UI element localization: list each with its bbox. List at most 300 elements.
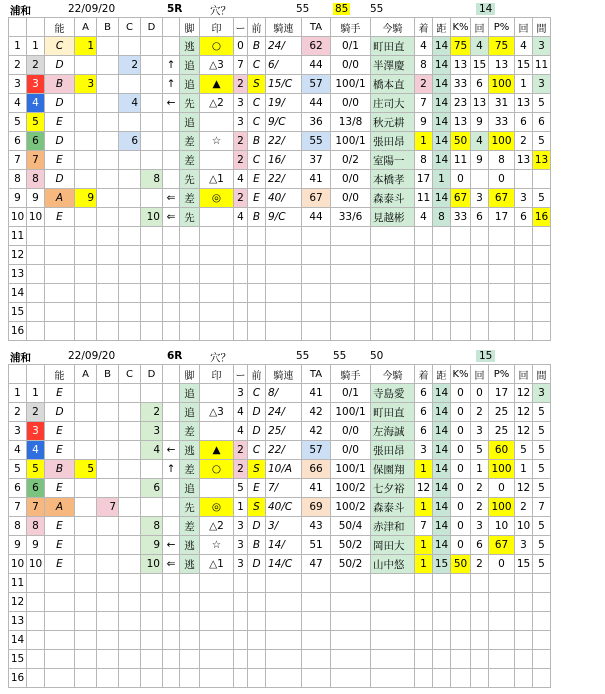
finish-cell: 4 bbox=[415, 208, 433, 227]
horse-number-cell: 6 bbox=[27, 479, 45, 498]
empty-cell bbox=[451, 574, 471, 593]
empty-cell bbox=[415, 303, 433, 322]
zero-cell: 3 bbox=[234, 113, 248, 132]
empty-cell bbox=[97, 303, 119, 322]
empty-cell bbox=[515, 227, 533, 246]
jockey-stats-cell: 50/2 bbox=[331, 536, 371, 555]
mark-cell bbox=[200, 151, 234, 170]
interval-cell: 3 bbox=[533, 75, 551, 94]
empty-row bbox=[9, 322, 551, 341]
empty-cell bbox=[75, 669, 97, 688]
interval-cell: 7 bbox=[533, 498, 551, 517]
distance-cell: 14 bbox=[433, 94, 451, 113]
k-pct-cell: 0 bbox=[451, 384, 471, 403]
mark-cell: △1 bbox=[200, 170, 234, 189]
empty-cell bbox=[163, 574, 180, 593]
prev-cell: C bbox=[248, 441, 266, 460]
finish-cell: 11 bbox=[415, 189, 433, 208]
empty-cell bbox=[75, 593, 97, 612]
empty-cell bbox=[515, 574, 533, 593]
distance-cell: 8 bbox=[433, 208, 451, 227]
col-c-cell bbox=[119, 151, 141, 170]
mark-cell: ☆ bbox=[200, 132, 234, 151]
p-pct-cell: 25 bbox=[489, 403, 515, 422]
ta-cell: 57 bbox=[302, 75, 331, 94]
col-header-horse-number bbox=[27, 365, 45, 384]
empty-cell bbox=[533, 265, 551, 284]
style-cell: 差 bbox=[180, 132, 200, 151]
p-count-cell bbox=[515, 170, 533, 189]
empty-cell bbox=[163, 593, 180, 612]
jockey-combo-cell: 40/ bbox=[266, 189, 302, 208]
ta-cell: 55 bbox=[302, 132, 331, 151]
k-pct-cell: 67 bbox=[451, 189, 471, 208]
post-number-cell: 4 bbox=[9, 94, 27, 113]
p-count-cell: 6 bbox=[515, 208, 533, 227]
empty-cell bbox=[97, 246, 119, 265]
col-b-cell bbox=[97, 170, 119, 189]
empty-cell bbox=[451, 669, 471, 688]
jockey-stats-cell: 100/2 bbox=[331, 479, 371, 498]
hole-label: 穴？ bbox=[210, 352, 231, 364]
current-jockey-cell: 森泰斗 bbox=[371, 498, 415, 517]
empty-cell bbox=[97, 593, 119, 612]
ta-cell: 44 bbox=[302, 208, 331, 227]
empty-cell bbox=[45, 650, 75, 669]
col-b-cell bbox=[97, 37, 119, 56]
empty-cell bbox=[471, 322, 489, 341]
col-b-cell bbox=[97, 56, 119, 75]
col-header-zero: ー bbox=[234, 365, 248, 384]
horse-number-cell: 4 bbox=[27, 441, 45, 460]
mark-cell bbox=[200, 113, 234, 132]
style-cell: 先 bbox=[180, 208, 200, 227]
current-jockey-cell: 寺島愛 bbox=[371, 384, 415, 403]
current-jockey-cell: 張田昂 bbox=[371, 132, 415, 151]
row-number-cell: 11 bbox=[9, 227, 27, 246]
col-a-cell bbox=[75, 555, 97, 574]
p-pct-cell: 17 bbox=[489, 208, 515, 227]
col-header-jockey-combo: 騎連 bbox=[266, 365, 302, 384]
col-b-cell bbox=[97, 422, 119, 441]
col-header-jockey-combo: 騎連 bbox=[266, 18, 302, 37]
empty-cell bbox=[248, 631, 266, 650]
row-number-cell: 16 bbox=[9, 669, 27, 688]
empty-cell bbox=[234, 631, 248, 650]
empty-cell bbox=[433, 631, 451, 650]
col-c-cell bbox=[119, 460, 141, 479]
jockey-combo-cell: 10/A bbox=[266, 460, 302, 479]
empty-row bbox=[9, 574, 551, 593]
post-number-cell: 6 bbox=[9, 479, 27, 498]
prev-cell: C bbox=[248, 94, 266, 113]
jockey-stats-cell: 50/4 bbox=[331, 517, 371, 536]
jockey-stats-cell: 0/0 bbox=[331, 94, 371, 113]
k-pct-cell: 0 bbox=[451, 479, 471, 498]
zero-cell: 7 bbox=[234, 56, 248, 75]
empty-cell bbox=[471, 284, 489, 303]
jockey-combo-cell: 7/ bbox=[266, 479, 302, 498]
col-header-ta: TA bbox=[302, 18, 331, 37]
k-pct-cell: 11 bbox=[451, 151, 471, 170]
interval-cell: 5 bbox=[533, 403, 551, 422]
empty-cell bbox=[302, 669, 331, 688]
empty-cell bbox=[433, 227, 451, 246]
jockey-combo-cell: 22/ bbox=[266, 441, 302, 460]
ta-cell: 41 bbox=[302, 479, 331, 498]
interval-cell: 5 bbox=[533, 132, 551, 151]
zero-cell: 0 bbox=[234, 37, 248, 56]
interval-cell: 5 bbox=[533, 189, 551, 208]
p-count-cell: 12 bbox=[515, 422, 533, 441]
p-pct-cell: 33 bbox=[489, 113, 515, 132]
col-a-cell bbox=[75, 113, 97, 132]
jockey-combo-cell: 22/ bbox=[266, 170, 302, 189]
empty-cell bbox=[248, 265, 266, 284]
k-pct-cell: 0 bbox=[451, 170, 471, 189]
zero-cell: 2 bbox=[234, 460, 248, 479]
table-row bbox=[9, 208, 551, 227]
col-header-col-a: A bbox=[75, 18, 97, 37]
col-header-k-count: 回 bbox=[471, 365, 489, 384]
row-number-cell: 13 bbox=[9, 612, 27, 631]
table-row bbox=[9, 441, 551, 460]
col-c-cell bbox=[119, 37, 141, 56]
col-a-cell bbox=[75, 384, 97, 403]
empty-cell bbox=[371, 669, 415, 688]
ability-cell: E bbox=[45, 441, 75, 460]
ta-cell: 47 bbox=[302, 555, 331, 574]
empty-cell bbox=[302, 265, 331, 284]
p-pct-cell: 17 bbox=[489, 384, 515, 403]
jockey-combo-cell: 16/ bbox=[266, 151, 302, 170]
k-count-cell: 3 bbox=[471, 517, 489, 536]
interval-cell: 3 bbox=[533, 384, 551, 403]
horse-number-cell: 1 bbox=[27, 37, 45, 56]
empty-cell bbox=[331, 631, 371, 650]
k-count-cell: 2 bbox=[471, 555, 489, 574]
distance-head: 14 bbox=[476, 3, 495, 15]
col-c-cell bbox=[119, 422, 141, 441]
empty-cell bbox=[331, 284, 371, 303]
empty-cell bbox=[302, 322, 331, 341]
col-a-cell: 5 bbox=[75, 460, 97, 479]
empty-cell bbox=[302, 593, 331, 612]
col-header-interval: 間 bbox=[533, 365, 551, 384]
k-count-cell: 0 bbox=[471, 384, 489, 403]
empty-cell bbox=[119, 612, 141, 631]
ability-cell: D bbox=[45, 132, 75, 151]
empty-cell bbox=[97, 612, 119, 631]
empty-cell bbox=[27, 284, 45, 303]
zero-cell: 2 bbox=[234, 151, 248, 170]
jockey-combo-cell: 9/C bbox=[266, 113, 302, 132]
prev-cell: E bbox=[248, 479, 266, 498]
col-a-cell bbox=[75, 517, 97, 536]
empty-cell bbox=[471, 593, 489, 612]
col-a-cell bbox=[75, 441, 97, 460]
zero-cell: 4 bbox=[234, 422, 248, 441]
current-jockey-cell: 本橋孝 bbox=[371, 170, 415, 189]
empty-cell bbox=[433, 669, 451, 688]
k-count-cell: 5 bbox=[471, 441, 489, 460]
empty-cell bbox=[75, 574, 97, 593]
summary-value-3: 50 bbox=[370, 350, 384, 362]
table-row bbox=[9, 498, 551, 517]
empty-cell bbox=[433, 593, 451, 612]
empty-cell bbox=[248, 593, 266, 612]
horse-number-cell: 6 bbox=[27, 132, 45, 151]
col-c-cell bbox=[119, 441, 141, 460]
interval-cell bbox=[533, 170, 551, 189]
empty-cell bbox=[489, 669, 515, 688]
table-row bbox=[9, 479, 551, 498]
current-jockey-cell: 半澤慶 bbox=[371, 56, 415, 75]
empty-cell bbox=[451, 246, 471, 265]
empty-cell bbox=[180, 574, 200, 593]
k-pct-cell: 0 bbox=[451, 460, 471, 479]
empty-cell bbox=[433, 284, 451, 303]
distance-cell: 14 bbox=[433, 384, 451, 403]
mark-cell: ○ bbox=[200, 460, 234, 479]
col-header-distance: 距 bbox=[433, 18, 451, 37]
empty-cell bbox=[234, 593, 248, 612]
jockey-stats-cell: 100/1 bbox=[331, 132, 371, 151]
empty-cell bbox=[302, 631, 331, 650]
jockey-stats-cell: 0/0 bbox=[331, 422, 371, 441]
col-d-cell: 8 bbox=[141, 517, 163, 536]
empty-cell bbox=[489, 322, 515, 341]
p-count-cell: 12 bbox=[515, 403, 533, 422]
col-header-k-count: 回 bbox=[471, 18, 489, 37]
empty-cell bbox=[489, 612, 515, 631]
current-jockey-cell: 秋元耕 bbox=[371, 113, 415, 132]
col-b-cell bbox=[97, 384, 119, 403]
empty-cell bbox=[119, 322, 141, 341]
current-jockey-cell: 保園翔 bbox=[371, 460, 415, 479]
finish-cell: 1 bbox=[415, 498, 433, 517]
col-header-prev: 前 bbox=[248, 365, 266, 384]
k-count-cell: 6 bbox=[471, 208, 489, 227]
post-number-cell: 10 bbox=[9, 555, 27, 574]
col-b-cell bbox=[97, 75, 119, 94]
distance-cell: 15 bbox=[433, 555, 451, 574]
ability-cell: D bbox=[45, 170, 75, 189]
empty-cell bbox=[533, 246, 551, 265]
table-row bbox=[9, 170, 551, 189]
empty-cell bbox=[27, 227, 45, 246]
empty-cell bbox=[200, 227, 234, 246]
empty-cell bbox=[200, 612, 234, 631]
col-header-mark: 印 bbox=[200, 18, 234, 37]
style-cell: 差 bbox=[180, 151, 200, 170]
empty-cell bbox=[515, 322, 533, 341]
col-header-jockey-stats: 騎手 bbox=[331, 365, 371, 384]
ta-cell: 36 bbox=[302, 113, 331, 132]
empty-cell bbox=[248, 246, 266, 265]
ta-cell: 41 bbox=[302, 170, 331, 189]
arrow-cell bbox=[163, 170, 180, 189]
k-pct-cell: 33 bbox=[451, 208, 471, 227]
jockey-combo-cell: 6/ bbox=[266, 56, 302, 75]
k-pct-cell: 0 bbox=[451, 517, 471, 536]
finish-cell: 1 bbox=[415, 460, 433, 479]
col-b-cell bbox=[97, 151, 119, 170]
k-pct-cell: 0 bbox=[451, 403, 471, 422]
k-pct-cell: 0 bbox=[451, 536, 471, 555]
finish-cell: 8 bbox=[415, 151, 433, 170]
empty-cell bbox=[119, 631, 141, 650]
empty-cell bbox=[234, 322, 248, 341]
empty-cell bbox=[415, 612, 433, 631]
prev-cell: S bbox=[248, 460, 266, 479]
empty-cell bbox=[234, 246, 248, 265]
col-header-arrow bbox=[163, 365, 180, 384]
interval-cell: 11 bbox=[533, 56, 551, 75]
zero-cell: 2 bbox=[234, 132, 248, 151]
empty-cell bbox=[533, 322, 551, 341]
style-cell: 差 bbox=[180, 460, 200, 479]
empty-cell bbox=[515, 669, 533, 688]
jockey-combo-cell: 3/ bbox=[266, 517, 302, 536]
col-header-ability: 能 bbox=[45, 18, 75, 37]
table-row bbox=[9, 75, 551, 94]
arrow-cell: ← bbox=[163, 441, 180, 460]
p-pct-cell: 10 bbox=[489, 517, 515, 536]
empty-cell bbox=[248, 612, 266, 631]
empty-cell bbox=[75, 227, 97, 246]
style-cell: 逃 bbox=[180, 555, 200, 574]
finish-cell: 1 bbox=[415, 536, 433, 555]
post-number-cell: 6 bbox=[9, 132, 27, 151]
empty-cell bbox=[119, 303, 141, 322]
col-b-cell bbox=[97, 441, 119, 460]
table-row bbox=[9, 384, 551, 403]
style-cell: 追 bbox=[180, 384, 200, 403]
empty-cell bbox=[489, 265, 515, 284]
zero-cell: 5 bbox=[234, 479, 248, 498]
empty-cell bbox=[45, 227, 75, 246]
jockey-combo-cell: 24/ bbox=[266, 37, 302, 56]
col-c-cell bbox=[119, 555, 141, 574]
empty-cell bbox=[471, 631, 489, 650]
distance-cell: 14 bbox=[433, 460, 451, 479]
empty-cell bbox=[451, 612, 471, 631]
k-count-cell: 9 bbox=[471, 151, 489, 170]
summary-value-2: 55 bbox=[333, 350, 347, 362]
jockey-stats-cell: 0/0 bbox=[331, 441, 371, 460]
empty-cell bbox=[533, 631, 551, 650]
p-pct-cell: 8 bbox=[489, 151, 515, 170]
prev-cell: C bbox=[248, 113, 266, 132]
finish-cell: 9 bbox=[415, 113, 433, 132]
summary-value-1: 55 bbox=[296, 3, 310, 15]
empty-cell bbox=[45, 265, 75, 284]
empty-cell bbox=[471, 303, 489, 322]
horse-number-cell: 4 bbox=[27, 94, 45, 113]
empty-cell bbox=[371, 265, 415, 284]
empty-cell bbox=[433, 303, 451, 322]
p-pct-cell: 67 bbox=[489, 189, 515, 208]
col-header-distance: 距 bbox=[433, 365, 451, 384]
finish-cell: 2 bbox=[415, 75, 433, 94]
empty-cell bbox=[266, 669, 302, 688]
col-a-cell: 3 bbox=[75, 75, 97, 94]
empty-cell bbox=[331, 593, 371, 612]
empty-cell bbox=[451, 303, 471, 322]
ability-cell: E bbox=[45, 151, 75, 170]
empty-cell bbox=[302, 650, 331, 669]
horse-number-cell: 10 bbox=[27, 208, 45, 227]
col-c-cell bbox=[119, 170, 141, 189]
post-number-cell: 10 bbox=[9, 208, 27, 227]
ta-cell: 44 bbox=[302, 56, 331, 75]
empty-cell bbox=[451, 631, 471, 650]
post-number-cell: 9 bbox=[9, 536, 27, 555]
finish-cell: 17 bbox=[415, 170, 433, 189]
p-pct-cell: 100 bbox=[489, 132, 515, 151]
empty-cell bbox=[45, 631, 75, 650]
empty-cell bbox=[415, 631, 433, 650]
empty-cell bbox=[533, 593, 551, 612]
col-c-cell bbox=[119, 536, 141, 555]
col-header-jockey-stats: 騎手 bbox=[331, 18, 371, 37]
jockey-combo-cell: 24/ bbox=[266, 403, 302, 422]
arrow-cell: ↑ bbox=[163, 75, 180, 94]
col-d-cell bbox=[141, 37, 163, 56]
row-number-cell: 16 bbox=[9, 322, 27, 341]
row-number-cell: 12 bbox=[9, 593, 27, 612]
empty-cell bbox=[266, 612, 302, 631]
col-header-horse-number bbox=[27, 18, 45, 37]
empty-cell bbox=[141, 593, 163, 612]
jockey-stats-cell: 100/2 bbox=[331, 498, 371, 517]
k-count-cell: 2 bbox=[471, 403, 489, 422]
col-b-cell bbox=[97, 94, 119, 113]
ability-cell: D bbox=[45, 94, 75, 113]
current-jockey-cell: 左海誠 bbox=[371, 422, 415, 441]
empty-cell bbox=[415, 669, 433, 688]
jockey-combo-cell: 40/C bbox=[266, 498, 302, 517]
post-number-cell: 4 bbox=[9, 441, 27, 460]
col-c-cell bbox=[119, 208, 141, 227]
interval-cell: 3 bbox=[533, 37, 551, 56]
mark-cell bbox=[200, 479, 234, 498]
post-number-cell: 7 bbox=[9, 498, 27, 517]
empty-cell bbox=[75, 612, 97, 631]
post-number-cell: 5 bbox=[9, 460, 27, 479]
date-label: 22/09/20 bbox=[68, 3, 116, 15]
empty-cell bbox=[97, 227, 119, 246]
empty-cell bbox=[200, 650, 234, 669]
col-a-cell bbox=[75, 151, 97, 170]
empty-cell bbox=[234, 669, 248, 688]
empty-cell bbox=[27, 650, 45, 669]
empty-cell bbox=[234, 303, 248, 322]
col-header-style: 脚 bbox=[180, 18, 200, 37]
col-header-col-d: D bbox=[141, 18, 163, 37]
empty-cell bbox=[433, 574, 451, 593]
arrow-cell: ⇐ bbox=[163, 555, 180, 574]
col-header-style: 脚 bbox=[180, 365, 200, 384]
interval-cell: 5 bbox=[533, 460, 551, 479]
empty-cell bbox=[200, 574, 234, 593]
empty-cell bbox=[515, 612, 533, 631]
col-b-cell bbox=[97, 113, 119, 132]
arrow-cell: ⇐ bbox=[163, 208, 180, 227]
col-b-cell bbox=[97, 208, 119, 227]
empty-cell bbox=[180, 631, 200, 650]
